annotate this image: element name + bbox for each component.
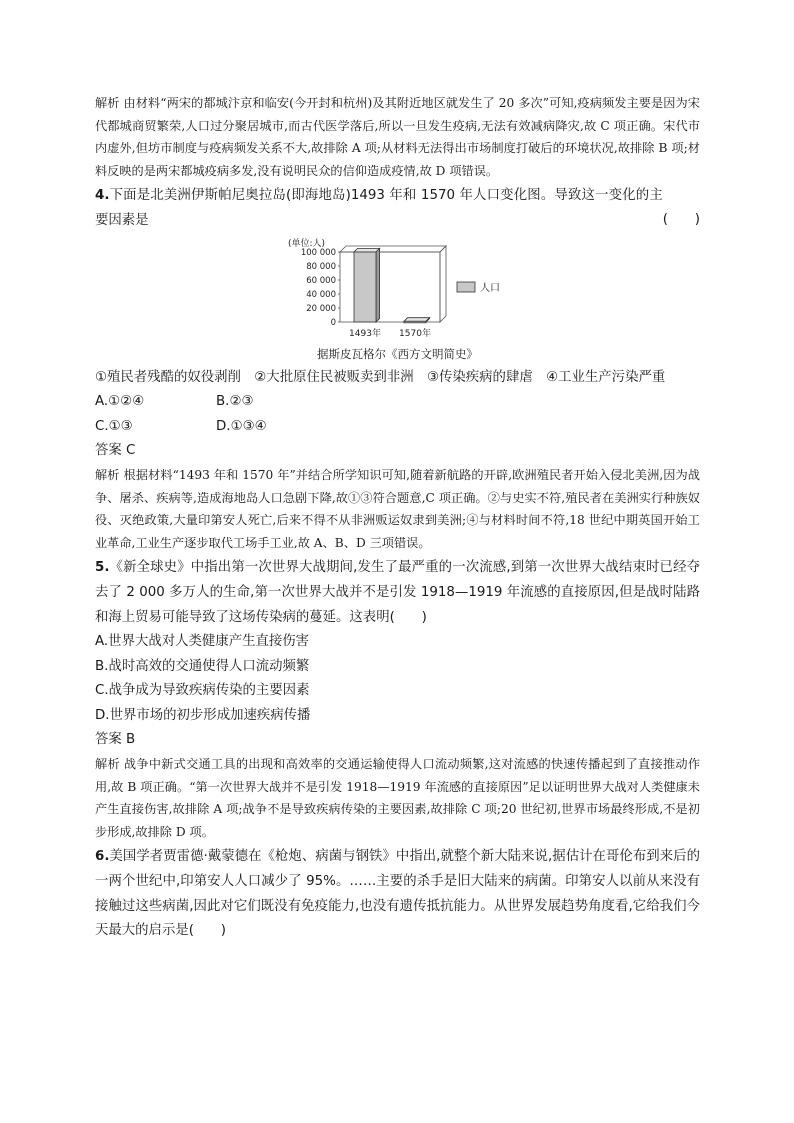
q3-analysis [95,92,700,182]
chart-caption: 据斯皮瓦格尔《西方文明简史》 [317,346,478,361]
bar [354,252,376,322]
choice-c: C.战争成为导致疾病传染的主要因素 [95,683,310,699]
bar [404,321,426,323]
answer-paren: ( ) [662,212,700,228]
q5-analysis [95,753,700,843]
analysis-label: 解析 [95,96,120,110]
y-tick-label: 20 000 [306,303,336,314]
question-stem: 6.美国学者贾雷德·戴蒙德在《枪炮、病菌与钢铁》中指出,就整个新大陆来说,据估计在哥伦布到来后的一两个世纪中,印第安人人口减少了 95%。……主要的杀手是旧大陆来的病菌。印第安人以前从来没有接触过这些病菌,因此对它们既没有免疫能力,也没有遗传抵抗能力。从世界发展趋势角度看,它给我们今天最大的启示是( ) [95,849,700,939]
choice-row [95,415,700,440]
y-tick-label: 80 000 [306,261,336,272]
population-bar-chart [95,234,700,344]
unit-label: (单位:人) [288,238,326,249]
y-tick-label: 40 000 [306,289,336,300]
page-content [95,92,700,944]
choice-a: A.①②④ [95,394,145,410]
question-text: 美国学者贾雷德·戴蒙德在《枪炮、病菌与钢铁》中指出,就整个新大陆来说,据估计在哥伦布到来后的一两个世纪中,印第安人人口减少了 95%。……主要的杀手是旧大陆来的病菌。印第安人以前从来没有接触过这些病菌,因此对它们既没有免疫能力,也没有遗传抵抗能力。从世界发展趋势角度看,它给我们今天最大的启示是( ) [95,849,700,939]
choice-row [95,390,700,415]
analysis-label: 解析 [95,467,120,482]
numbered-options: ①殖民者残酷的奴役剥削 ②大批原住民被贩卖到非洲 ③传染疾病的肆虐 ④工业生产污染严重 [95,369,666,385]
x-tick-label: 1570年 [399,328,431,339]
bar-side [376,248,380,322]
answer: 答案 C [95,443,136,459]
legend-label: 人口 [480,282,500,294]
plot-frame-side [440,246,446,322]
question-text: 《新全球史》中指出第一次世界大战期间,发生了最严重的一次流感,到第一次世界大战结束时已经夺去了 2 000 多万人的生命,第一次世界大战并不是引发 1918—1919 年流感的直接原因,但是战时陆路和海上贸易可能导致了这场传染病的蔓延。这表明( ) [95,560,700,625]
question-6 [95,845,700,943]
choice-c: C.①③ [95,418,133,434]
analysis-text: 由材料“两宋的都城汴京和临安(今开封和杭州)及其附近地区就发生了 20 多次”可知,疫病频发主要是因为宋代都城商贸繁荣,人口过分聚居城市,而古代医学落后,所以一旦发生疫病,无法有效减病降灾,故 C 项正确。宋代市内虚外,但坊市制度与疫病频发关系不大,故排除 A 项;从材料无法得出市场制度打破后的环境状况,故排除 B 项;材料反映的是两宋都城疫病多发,没有说明民众的信仰造成疫情,故 D 项错误。 [95,96,700,178]
choices [95,390,700,439]
question-number: 5 [95,560,105,576]
x-tick-label: 1493年 [349,328,381,339]
y-tick-label: 100 000 [300,247,336,258]
analysis-text: 战争中新式交通工具的出现和高效率的交通运输使得人口流动频繁,这对流感的快速传播起到了直接推动作用,故 B 项正确。“第一次世界大战并不是引发 1918—1919 年流感的直接原因”足以证明世界大战对人类健康未产生直接伤害,故排除 A 项;战争不是导致疾病传染的主要因素,故排除 C 项;20 世纪初,世界市场最终形成,不是初步形成,故排除 D 项。 [95,757,701,839]
y-tick-label: 0 [330,317,336,328]
choice-b: B.战时高效的交通使得人口流动频繁 [95,658,310,674]
question-number: 4 [95,188,105,204]
choice-d: D.世界市场的初步形成加速疾病传播 [95,707,311,723]
question-5 [95,556,700,843]
q4-analysis [95,464,700,554]
question-4 [95,184,700,554]
question-stem: ( ) 4.下面是北美洲伊斯帕尼奥拉岛(即海地岛)1493 年和 1570 年人口变化图。导致这一变化的主要因素是 [95,184,700,233]
analysis-text: 根据材料“1493 年和 1570 年”并结合所学知识可知,随着新航路的开辟,欧洲殖民者开始入侵北美洲,因为战争、屠杀、疾病等,造成海地岛人口急剧下降,故①③符合题意,C 项正确。②与史实不符,殖民者在美洲实行种族奴役、灭绝政策,大量印第安人死亡,后来不得不从非洲贩运奴隶到美洲;④与材料时间不符,18 世纪中期英国开始工业革命,工业生产逐步取代工场手工业,故 A、B、D 三项错误。 [95,467,700,550]
y-tick-label: 60 000 [306,275,336,286]
question-stem: 5.《新全球史》中指出第一次世界大战期间,发生了最严重的一次流感,到第一次世界大战结束时已经夺去了 2 000 多万人的生命,第一次世界大战并不是引发 1918—1919 年流感的直接原因,但是战时陆路和海上贸易可能导致了这场传染病的蔓延。这表明( ) [95,560,700,625]
question-text: 下面是北美洲伊斯帕尼奥拉岛(即海地岛)1493 年和 1570 年人口变化图。导致这一变化的主要因素是 [95,188,663,228]
population-chart [95,234,700,344]
bar-top [354,248,380,252]
answer: 答案 B [95,732,136,748]
choice-a: A.世界大战对人类健康产生直接伤害 [95,634,310,650]
bar-top [404,317,430,321]
choice-b: B.②③ [216,394,254,410]
choice-d: D.①③④ [216,418,267,434]
legend-swatch [457,282,475,292]
analysis-label: 解析 [95,757,120,772]
question-number: 6 [95,849,105,865]
